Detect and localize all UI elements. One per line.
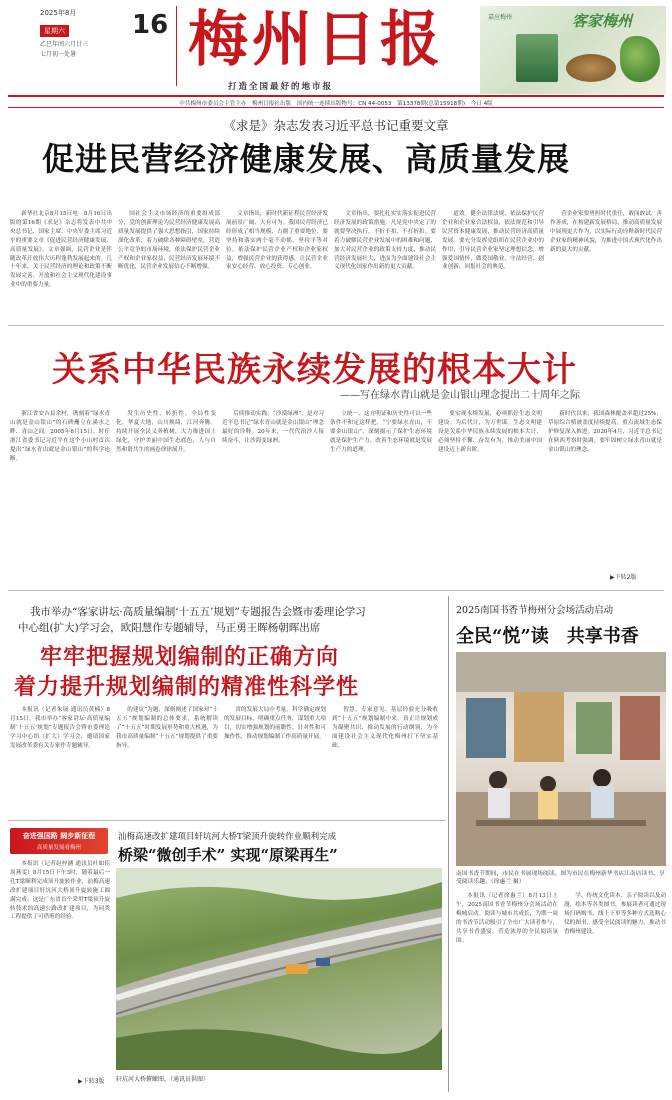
article-1 [0,108,672,324]
article-3-col-2: 的建议”为题，深刻阐述了国家对“十五五”规划编制的总体要求，系统解读了“十五五”时期发展形势和重大机遇，为我市高质量编制“十五五”规划提供了重要指导。 [116,707,218,749]
article-2-col-5: 要实现永续发展，必须抓好生态文明建设。为后代计，为万世谋。生态文明建设是关系中华民族永续发展的根本大计，必须坚持不懈、奋发有为，推动美丽中国建设迈上新台阶。 [438,411,542,453]
bridge-caption: 轩坑河大桥俯瞰图。（通讯员供图） [116,1076,210,1083]
article-1-col-5: 道效。健全法律法规，依法保护民营企业和企业家合法权益，依法规范和引导民营资本健康发展，推动民营经济高质量发展。要充分发挥党组织在民营企业中的作用，引导民营企业家坚定理想信念，增强爱国情怀，做爱国敬业、守法经营、创业创新、回报社会的典范。 [442,211,544,271]
article-4-kicker: 汕梅高速改扩建项目轩坑河大桥T梁顶升旋转作业顺利完成 [118,832,337,842]
article-3-kicker-2: 中心组(扩大)学习会，欧阳慧作专题辅导，马正勇王晖杨朝晖出席 [18,622,321,634]
article-2-subhead: ——写在绿水青山就是金山银山理念提出二十周年之际 [340,390,580,401]
section-rule-2 [8,590,664,591]
article-2-col-2: 发生历史性、转折性、全局性变化。华夏大地，山川焕绮，江河奔腾。持续开展全民义务植树，大力推进国土绿化，守护美丽中国生态底色，人与自然和谐共生的画卷徐徐展开。 [116,411,216,453]
article-5-col-1: 本报讯（记者徐惠兰）8月13日上午，2025南国书香节梅州分会场活动在梅城启动。阅读与城市共成长，为期一周的书香节活动吸引了全市广大读者参与，共享书香盛宴，营造浓厚的全民阅读氛围。 [456,893,558,944]
article-2-continued[interactable]: ▶下转2版 [610,574,637,581]
badge-line-1: 奋进强国路 阔步新征程 [22,831,96,840]
issue-date: 2025年8月 [40,9,77,17]
badge-line-2: 高质量发展看梅州 [36,845,81,851]
article-2-col-1: 浙江省安吉县余村，镌刻着“绿水青山就是金山银山”的石碑矗立在溪水之畔、青山之间。2005年8月15日，时任浙江省委书记习近平在这个小山村首次提出“绿水青山就是金山银山”的科学论断。 [10,411,110,462]
article-2-col-3: 后续推动实践。“沙漠绿洲”，是对习近平总书记“绿水青山就是金山银山”理念最好的诠释。20年来，一代代治沙人接续奋斗，让沙海变绿洲。 [222,411,324,444]
masthead-rule-top [8,95,664,97]
article-1-kicker: 《求是》杂志发表习近平总书记重要文章 [223,118,449,133]
article-3-col-3: 省的发展大局中考量，科学确定规划的发展目标，明确重点任务，谋划重大项目，切实增强规划的前瞻性、针对性和可操作性，推动规划编制工作高质量开展。 [224,707,326,740]
article-5-headline: 全民“悦”读 共享书香 [456,626,639,647]
article-2-col-4: 立统一、这方明证和历史性可以一些条件不和定这样把。“宁要绿水青山，不要金山银山”，深刻揭示了保护生态环境就是保护生产力、改善生态环境就是发展生产力的道理。 [330,411,432,453]
article-3-col-1: 本报讯（记者朱展 通讯员黄楠）8月15日，我市举办“客家讲坛·高质量编制‘十五五’规划”专题报告会暨市委理论学习中心组（扩大）学习会，邀请国家发展改革委有关专家作专题辅导。 [10,707,110,749]
article-2-col-6: 新时代以来，我国森林覆盖率超过25%，草原综合植被盖度持续提高，重点流域生态保护修复深入推进。2020年4月，习近平总书记在陕西考察时强调，要牢固树立绿水青山就是金山银山的理念。 [548,411,662,453]
column-divider-main [448,596,449,1092]
article-4-badge [10,828,108,854]
article-3-kicker-1: 我市举办“客家讲坛·高质量编制‘十五五’规划”专题报告会暨市委理论学习 [30,606,366,618]
article-3-col-4: 智慧，专家意见、基层经验充分吸收到“十五五”规划编制中来，真正让规划成为凝聚共识、推动发展的行动纲领，为全面建设社会主义现代化梅州打下坚实基础。 [332,707,438,749]
ad-leaves [620,36,660,82]
bridge-illustration [116,868,442,1070]
article-1-headline: 促进民营经济健康发展、高质量发展 [42,140,571,178]
ad-product-box [516,34,558,82]
masthead [0,0,672,108]
article-4-continued[interactable]: ▶下转3版 [78,1078,105,1085]
article-3-headline-2: 着力提升规划编制的精准性科学性 [14,674,360,700]
article-1-col-4: 文章指出，要扎扎实实落实促进民营经济发展的政策措施。凡是党中央定了的就要坚决执行，不折不扣，不打折扣。要着力破解民营企业发展中的困难和问题，加大对民营企业的政策支持力度，推动民营经济发展壮大，进而为全面建设社会主义现代化国家作出新的更大贡献。 [334,211,436,271]
article-1-col-1: 新华社北京8月15日电 8月16日出版的第16期《求是》杂志将发表中共中央总书记、国家主席、中央军委主席习近平的重要文章《促进民营经济健康发展、高质量发展》。文章强调，民营企业是伴随改革开放伟大历程蓬勃发展起来的。几十年来，关于民营经济的理论和政策不断发展完善。开放和社会主义现代化建设事业中的重要力量。 [10,211,112,289]
article-1-col-6: 营企业家要勇担时代重任，敢闯敢试、善作善成，在构建新发展格局、推动高质量发展中展现更大作为，以实际行动诠释新时代民营企业家的精神风貌，为推进中国式现代化作出新的更大的贡献。 [550,211,662,253]
ad-bowl [566,54,616,82]
article-1-col-3: 文章指出，新时代新征程民营经济发展前景广阔、大有可为。我国民营经济已经形成了相当规模、占据了重要地位，要坚持和落实两个毫不动摇，坚持平等对待，依法保护民营企业产权和企业家权益，增强民营企业的获得感，让民营企业家安心经营、放心投资、专心创业。 [226,211,328,271]
article-4 [0,822,446,1096]
article-3 [0,592,446,818]
bridge-photo [116,868,442,1070]
article-5-col-2: 学、传统文化读本、亲子阅读以及动漫、绘本等各类图书，参展读者可通过现场扫码购书、线上下单等多种方式选购心仪的图书，感受全民阅读的魅力，推动书香梅州建设。 [564,893,666,935]
day-number: 16 [132,10,169,40]
article-2-headline: 关系中华民族永续发展的根本大计 [52,350,577,390]
lunar-date: 乙巳年闰六月廿三 [40,41,89,48]
section-rule-3 [8,820,446,821]
paper-title: 梅州日报 [188,5,444,75]
article-1-col-2: 国社会主义市场经济的重要组成部分，党的创新理论为民营经济健康发展高质量发展提供了强大思想指引，国家持续深化改革，着力破除各种障碍壁垒，营造公平竞争的市场环境，依法保护民营企业产权和企业家权益，民营经济发展环境不断优化，民营企业发展信心不断增强。 [118,211,220,271]
paper-slogan: 打造全国最好的地市报 [228,82,334,92]
reading-illustration [456,652,666,866]
ad-logo: 嘉应梅州 [488,14,513,21]
article-4-headline: 桥梁“微创手术” 实现“原梁再生” [118,846,338,864]
ad-headline: 客家梅州 [572,12,633,30]
article-5 [450,592,672,1096]
article-4-col: 本报讯（记者赵梓涵 通讯员叶如佳 周燕雯）8月15日下午3时，随着最后一孔T梁顺利完成顶升旋转作业，汕梅高速改扩建项目轩坑河大桥顶升旋转施工圆满完成。这是广东省首个采用T梁顶升旋转技术的高速公路改扩建项目，为同类工程提供了可借鉴的经验。 [10,861,110,921]
reading-caption: 南国书香节期间，市民在书展现场阅读。图为市民在梅州新华书店江南店读书、享受阅读乐趣。（徐惠兰 摄） [456,871,665,885]
article-3-headline-1: 牢牢把握规划编制的正确方向 [40,644,340,670]
masthead-divider [176,6,177,86]
solar-term: 七月初一处暑 [40,51,77,58]
reading-photo [456,652,666,866]
article-2 [0,326,672,588]
weekday-badge: 星期六 [40,25,69,37]
publication-info: 中共梅州市委员会主管主办 梅州日报社出版 国内统一连续出版物号：CN 44-0053 第13378期(总第15918期) 今日 4版 [179,101,493,107]
article-5-kicker: 2025南国书香节梅州分会场活动启动 [456,605,614,616]
masthead-ad [480,6,666,94]
